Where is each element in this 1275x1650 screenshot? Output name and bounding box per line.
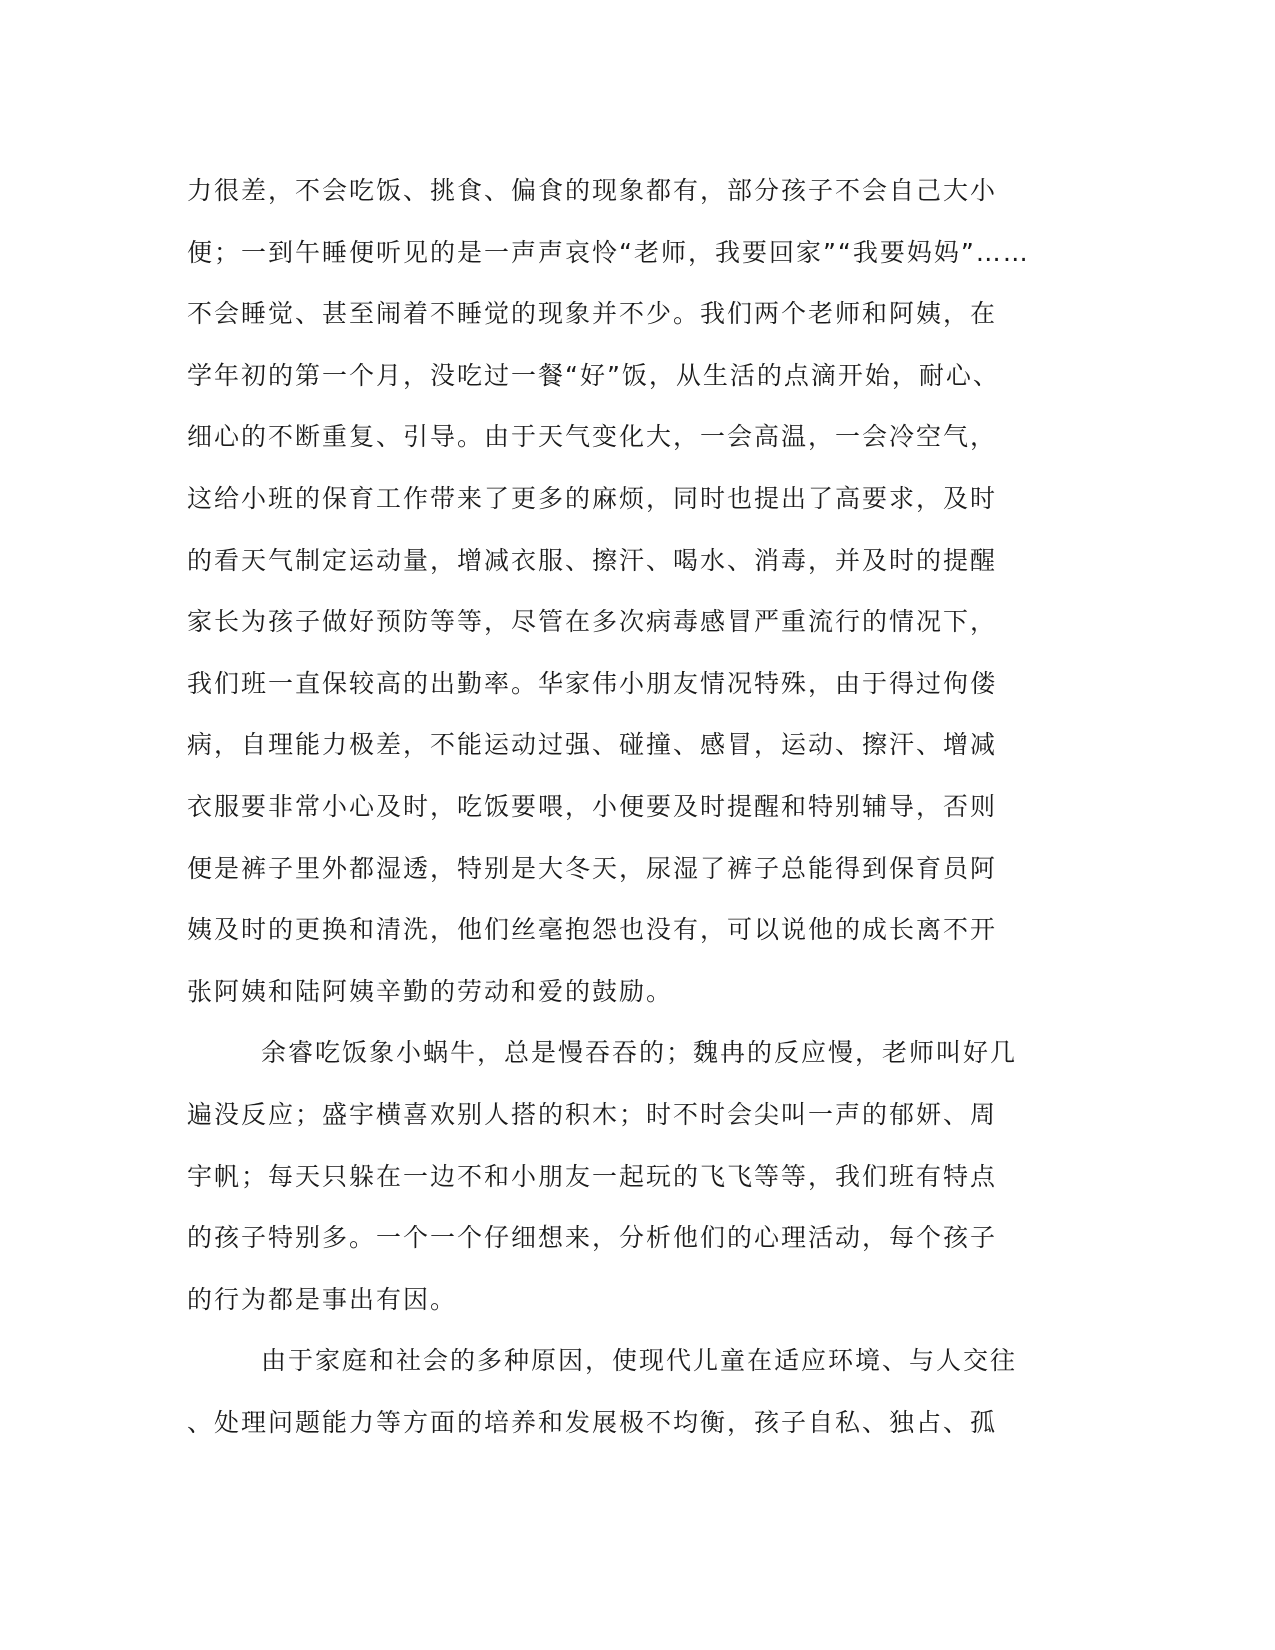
text-line: 力很差，不会吃饭、挑食、偏食的现象都有，部分孩子不会自己大小 — [187, 176, 998, 205]
text-line: 便是裤子里外都湿透，特别是大冬天，尿湿了裤子总能得到保育员阿 — [187, 853, 998, 883]
text-line: 的看天气制定运动量，增减衣服、擦汗、喝水、消毒，并及时的提醒 — [187, 545, 998, 575]
paragraph-2 — [187, 1022, 1087, 1330]
text-line: 细心的不断重复、引导。由于天气变化大，一会高温，一会冷空气， — [187, 422, 998, 452]
text-line: 不会睡觉、甚至闹着不睡觉的现象并不少。我们两个老师和阿姨，在 — [187, 299, 998, 329]
body-text — [187, 160, 1087, 1453]
text-line: 的行为都是事出有因。 — [187, 1284, 458, 1314]
text-line: 余睿吃饭象小蜗牛，总是慢吞吞的；魏冉的反应慢，老师叫好几 — [261, 1038, 1018, 1068]
text-line: 的孩子特别多。一个一个仔细想来，分析他们的心理活动，每个孩子 — [187, 1223, 998, 1253]
text-line: 衣服要非常小心及时，吃饭要喂，小便要及时提醒和特别辅导，否则 — [187, 791, 998, 821]
text-line: 姨及时的更换和清洗，他们丝毫抱怨也没有，可以说他的成长离不开 — [187, 915, 998, 945]
paragraph-1 — [187, 160, 1087, 1022]
text-line: 、处理问题能力等方面的培养和发展极不均衡，孩子自私、独占、孤 — [187, 1407, 998, 1437]
text-line: 我们班一直保较高的出勤率。华家伟小朋友情况特殊，由于得过佝偻 — [187, 668, 998, 698]
text-line: 便；一到午睡便听见的是一声声哀怜“老师，我要回家”“我要妈妈”…… — [187, 237, 1030, 267]
text-line: 这给小班的保育工作带来了更多的麻烦，同时也提出了高要求，及时 — [187, 483, 998, 513]
text-line: 由于家庭和社会的多种原因，使现代儿童在适应环境、与人交往 — [261, 1346, 1018, 1376]
text-line: 遍没反应；盛宇横喜欢别人搭的积木；时不时会尖叫一声的郁妍、周 — [187, 1099, 998, 1129]
text-line: 张阿姨和陆阿姨辛勤的劳动和爱的鼓励。 — [187, 976, 674, 1006]
text-line: 学年初的第一个月，没吃过一餐“好”饭，从生活的点滴开始，耐心、 — [187, 360, 1000, 390]
text-line: 宇帆；每天只躲在一边不和小朋友一起玩的飞飞等等，我们班有特点 — [187, 1161, 998, 1191]
text-line: 病，自理能力极差，不能运动过强、碰撞、感冒，运动、擦汗、增减 — [187, 730, 998, 760]
text-line: 家长为孩子做好预防等等，尽管在多次病毒感冒严重流行的情况下， — [187, 607, 998, 637]
paragraph-3 — [187, 1330, 1087, 1453]
